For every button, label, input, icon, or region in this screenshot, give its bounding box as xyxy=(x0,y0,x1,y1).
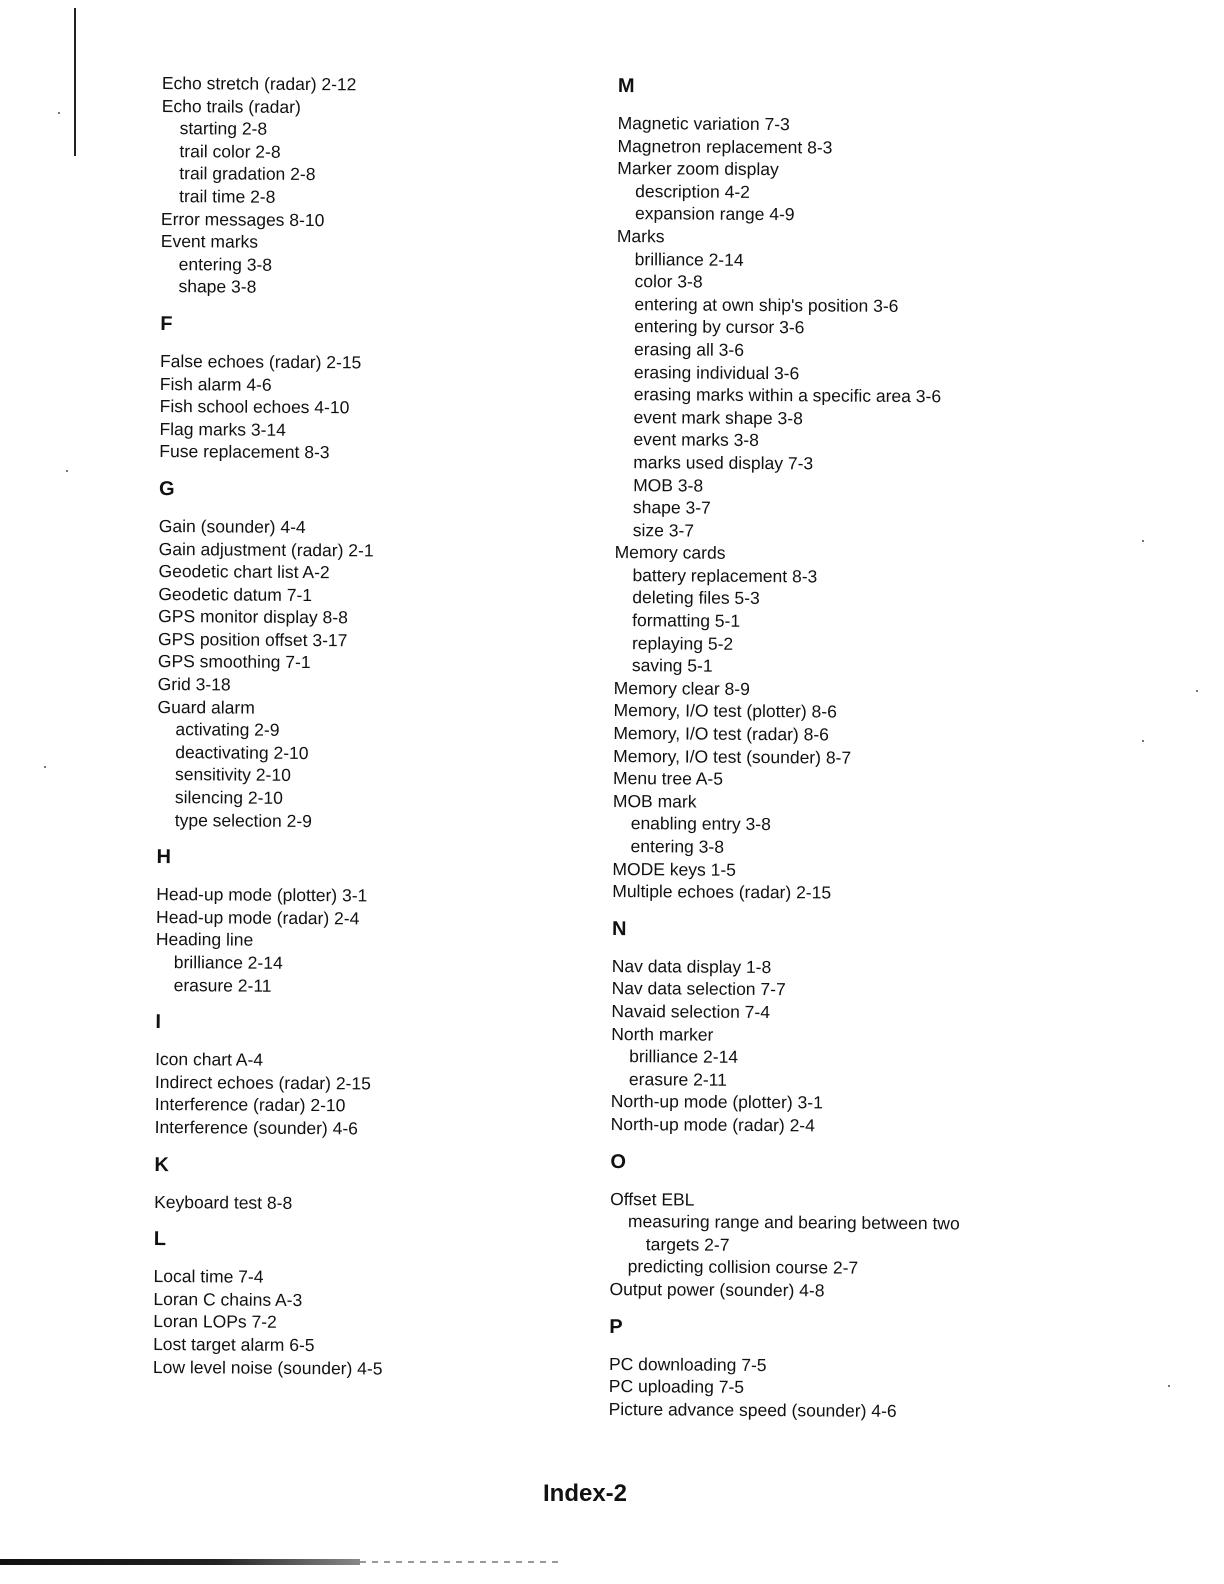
index-entry: Loran LOPs 7-2 xyxy=(153,1311,277,1333)
index-entry: Geodetic chart list A-2 xyxy=(158,561,330,583)
index-entry: Memory clear 8-9 xyxy=(613,677,750,699)
scan-speck xyxy=(66,470,68,472)
index-entry: North marker xyxy=(611,1023,714,1045)
scan-speck xyxy=(58,112,60,114)
index-entry: North-up mode (radar) 2-4 xyxy=(610,1113,815,1136)
index-subentry: erasing marks within a specific area 3-6 xyxy=(633,384,942,407)
index-entry: Marks xyxy=(616,225,665,247)
scan-speck xyxy=(1142,540,1144,542)
index-entry: PC uploading 7-5 xyxy=(608,1376,745,1398)
section-letter: O xyxy=(610,1150,627,1173)
index-subentry: saving 5-1 xyxy=(631,655,713,676)
index-subentry: entering 3-8 xyxy=(178,253,273,275)
index-entry: Gain adjustment (radar) 2-1 xyxy=(158,538,374,560)
index-entry: Memory cards xyxy=(614,542,726,564)
index-subentry: entering at own ship's position 3-6 xyxy=(634,293,899,316)
index-entry: Fuse replacement 8-3 xyxy=(159,441,330,463)
scan-speck xyxy=(1196,690,1198,692)
index-entry: Picture advance speed (sounder) 4-6 xyxy=(608,1398,897,1421)
index-entry: Grid 3-18 xyxy=(157,674,231,695)
index-subentry: targets 2-7 xyxy=(645,1233,730,1255)
index-subentry: shape 3-8 xyxy=(178,276,257,298)
index-entry: GPS monitor display 8-8 xyxy=(158,606,348,628)
index-entry: Navaid selection 7-4 xyxy=(611,1000,771,1023)
index-entry: Low level noise (sounder) 4-5 xyxy=(152,1356,383,1379)
index-subentry: measuring range and bearing between two xyxy=(627,1211,960,1234)
index-entry: Geodetic datum 7-1 xyxy=(158,583,313,605)
scan-speck xyxy=(44,766,46,768)
index-entry: Local time 7-4 xyxy=(153,1266,264,1287)
index-subentry: event marks 3-8 xyxy=(633,429,759,451)
section-letter: F xyxy=(160,312,173,336)
index-subentry: erasing all 3-6 xyxy=(633,339,745,360)
index-entry: GPS smoothing 7-1 xyxy=(157,651,311,673)
index-subentry: deactivating 2-10 xyxy=(175,741,309,763)
index-entry: Echo stretch (radar) 2-12 xyxy=(161,72,357,95)
index-subentry: predicting collision course 2-7 xyxy=(627,1256,859,1279)
index-subentry: event mark shape 3-8 xyxy=(633,406,803,429)
index-entry: Marker zoom display xyxy=(617,158,779,180)
index-subentry: activating 2-9 xyxy=(175,719,280,741)
index-entry: Error messages 8-10 xyxy=(160,208,325,230)
index-subentry: battery replacement 8-3 xyxy=(632,564,818,587)
section-letter: H xyxy=(156,846,172,869)
index-entry: Fish school echoes 4-10 xyxy=(159,396,350,418)
scan-margin-line xyxy=(74,8,76,156)
index-entry: Interference (radar) 2-10 xyxy=(154,1094,346,1116)
index-entry: Magnetic variation 7-3 xyxy=(617,112,790,135)
index-entry: Keyboard test 8-8 xyxy=(154,1191,293,1213)
index-subentry: erasure 2-11 xyxy=(173,974,272,996)
index-subentry: trail time 2-8 xyxy=(179,186,276,207)
index-entry: Head-up mode (radar) 2-4 xyxy=(156,906,360,929)
index-subentry: type selection 2-9 xyxy=(174,809,313,831)
index-subentry: sensitivity 2-10 xyxy=(175,764,291,786)
index-entry: PC downloading 7-5 xyxy=(608,1353,767,1375)
index-entry: Loran C chains A-3 xyxy=(153,1288,303,1310)
index-subentry: replaying 5-2 xyxy=(631,632,734,654)
index-entry: Nav data selection 7-7 xyxy=(611,978,786,1000)
page-number: Index-2 xyxy=(542,1480,628,1507)
index-entry: North-up mode (plotter) 3-1 xyxy=(610,1091,823,1113)
index-subentry: marks used display 7-3 xyxy=(633,452,814,474)
section-letter: L xyxy=(153,1228,167,1251)
index-subentry: deleting files 5-3 xyxy=(632,587,760,609)
index-subentry: size 3-7 xyxy=(632,519,695,541)
scan-bottom-edge xyxy=(0,1559,360,1565)
scan-bottom-edge-faint xyxy=(360,1561,560,1563)
index-subentry: entering 3-8 xyxy=(630,836,725,857)
index-entry: Lost target alarm 6-5 xyxy=(153,1333,315,1356)
index-subentry: brilliance 2-14 xyxy=(629,1046,739,1068)
section-letter: I xyxy=(155,1011,162,1034)
index-entry: Head-up mode (plotter) 3-1 xyxy=(156,884,368,906)
index-entry: Menu tree A-5 xyxy=(612,768,724,789)
index-entry: Heading line xyxy=(155,929,254,951)
index-entry: Memory, I/O test (radar) 8-6 xyxy=(613,723,830,745)
index-subentry: expansion range 4-9 xyxy=(634,203,795,225)
index-entry: Interference (sounder) 4-6 xyxy=(154,1116,359,1139)
section-letter: M xyxy=(617,74,635,98)
index-subentry: erasure 2-11 xyxy=(628,1068,727,1090)
index-subentry: erasing individual 3-6 xyxy=(633,361,800,383)
index-subentry: trail gradation 2-8 xyxy=(179,163,316,185)
index-subentry: shape 3-7 xyxy=(632,497,711,518)
index-subentry: silencing 2-10 xyxy=(174,787,283,808)
index-entry: Event marks xyxy=(160,231,259,252)
index-entry: Echo trails (radar) xyxy=(161,95,301,117)
index-entry: Offset EBL xyxy=(610,1188,695,1210)
index-entry: Fish alarm 4-6 xyxy=(159,373,272,395)
index-entry: Guard alarm xyxy=(157,696,255,718)
index-subentry: formatting 5-1 xyxy=(632,610,741,631)
index-subentry: brilliance 2-14 xyxy=(634,248,744,270)
section-letter: G xyxy=(159,477,175,501)
section-letter: N xyxy=(611,917,627,940)
index-entry: Nav data display 1-8 xyxy=(611,955,772,977)
index-entry: Multiple echoes (radar) 2-15 xyxy=(612,881,832,903)
index-subentry: description 4-2 xyxy=(635,180,751,202)
index-entry: Gain (sounder) 4-4 xyxy=(158,515,306,537)
index-entry: MODE keys 1-5 xyxy=(612,858,737,880)
index-column-left xyxy=(153,72,582,1381)
index-subentry: brilliance 2-14 xyxy=(173,952,283,973)
section-letter: K xyxy=(154,1153,169,1176)
index-entry: MOB mark xyxy=(612,790,697,812)
index-subentry: entering by cursor 3-6 xyxy=(634,316,805,338)
scan-speck xyxy=(1168,1385,1170,1387)
scan-speck xyxy=(1142,740,1144,742)
index-subentry: trail color 2-8 xyxy=(179,140,281,162)
index-entry: Magnetron replacement 8-3 xyxy=(617,135,833,158)
index-entry: Indirect echoes (radar) 2-15 xyxy=(154,1071,371,1094)
index-subentry: enabling entry 3-8 xyxy=(630,813,771,835)
index-entry: False echoes (radar) 2-15 xyxy=(159,350,362,373)
section-letter: P xyxy=(609,1315,623,1338)
index-entry: Memory, I/O test (sounder) 8-7 xyxy=(613,745,852,768)
index-entry: Flag marks 3-14 xyxy=(159,418,287,440)
index-entry: Memory, I/O test (plotter) 8-6 xyxy=(613,700,837,722)
index-subentry: MOB 3-8 xyxy=(633,474,704,496)
index-entry: Output power (sounder) 4-8 xyxy=(609,1278,825,1301)
index-column-right xyxy=(609,72,1178,1424)
index-entry: Icon chart A-4 xyxy=(155,1049,264,1070)
index-entry: GPS position offset 3-17 xyxy=(157,628,348,651)
index-subentry: color 3-8 xyxy=(634,271,703,292)
index-subentry: starting 2-8 xyxy=(179,118,268,139)
